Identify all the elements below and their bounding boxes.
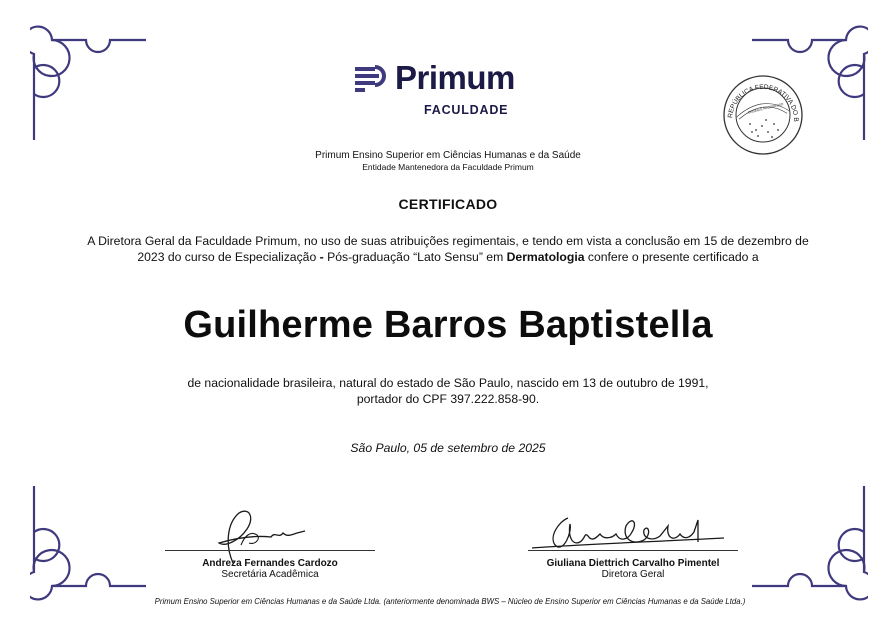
signer-role-right: Diretora Geral — [601, 569, 665, 580]
signature-block-left — [165, 558, 375, 580]
corner-ornament-top-left — [30, 24, 150, 144]
institution-subtitle: Entidade Mantenedora da Faculdade Primum — [362, 162, 534, 172]
signature-line-left — [165, 550, 375, 551]
signer-name-left: Andreza Fernandes Cardozo — [202, 558, 338, 569]
seal-motto: ORDEM E PROGRESSO — [747, 101, 784, 115]
signature-line-right — [528, 550, 738, 551]
logo-name: Primum — [395, 59, 515, 96]
body-part3: confere o presente certificado a — [584, 249, 759, 264]
recipient-name: Guilherme Barros Baptistella — [183, 304, 713, 346]
corner-ornament-bottom-right — [748, 482, 868, 602]
svg-text:REPÚBLICA FEDERATIVA DO BRASIL — [722, 74, 799, 122]
footer-note: Primum Ensino Superior em Ciências Humanas e da Saúde Ltda. (anteriormente denominada BWS – Núcleo de Ensino Superior em Ciências Humanas e da Saúde Ltda.) — [154, 597, 746, 606]
logo-subtitle: FACULDADE — [424, 103, 509, 117]
nationality-line: de nacionalidade brasileira, natural do estado de São Paulo, nascido em 13 de outubro de 1991, — [187, 376, 709, 390]
primum-logo-mark-icon — [355, 65, 389, 95]
seal-text: REPÚBLICA FEDERATIVA DO B — [727, 83, 800, 122]
recipient-details — [0, 376, 896, 407]
certificate-body — [0, 234, 896, 265]
signature-block-right — [528, 558, 738, 580]
brazil-seal — [722, 74, 804, 161]
corner-ornament-bottom-left — [30, 482, 150, 602]
body-part2: Pós-graduação “Lato Sensu” em — [323, 249, 507, 264]
place-date: São Paulo, 05 de setembro de 2025 — [350, 441, 546, 455]
cpf-line: portador do CPF 397.222.858-90. — [356, 391, 540, 406]
primum-logo — [355, 59, 540, 123]
signature-drawing-right — [528, 512, 728, 562]
signer-role-left: Secretária Acadêmica — [221, 569, 319, 580]
body-dash: - — [319, 249, 324, 264]
signer-name-right: Giuliana Diettrich Carvalho Pimentel — [546, 558, 720, 569]
body-part1: A Diretora Geral da Faculdade Primum, no uso de suas atribuições regimentais, e tendo em vista a conclusão em 15 de dezembro de 2023 do curso de Especialização — [87, 234, 809, 264]
course-name: Dermatologia — [506, 249, 585, 264]
certificate-title: CERTIFICADO — [398, 196, 498, 212]
institution-name: Primum Ensino Superior em Ciências Humanas e da Saúde — [315, 150, 581, 161]
